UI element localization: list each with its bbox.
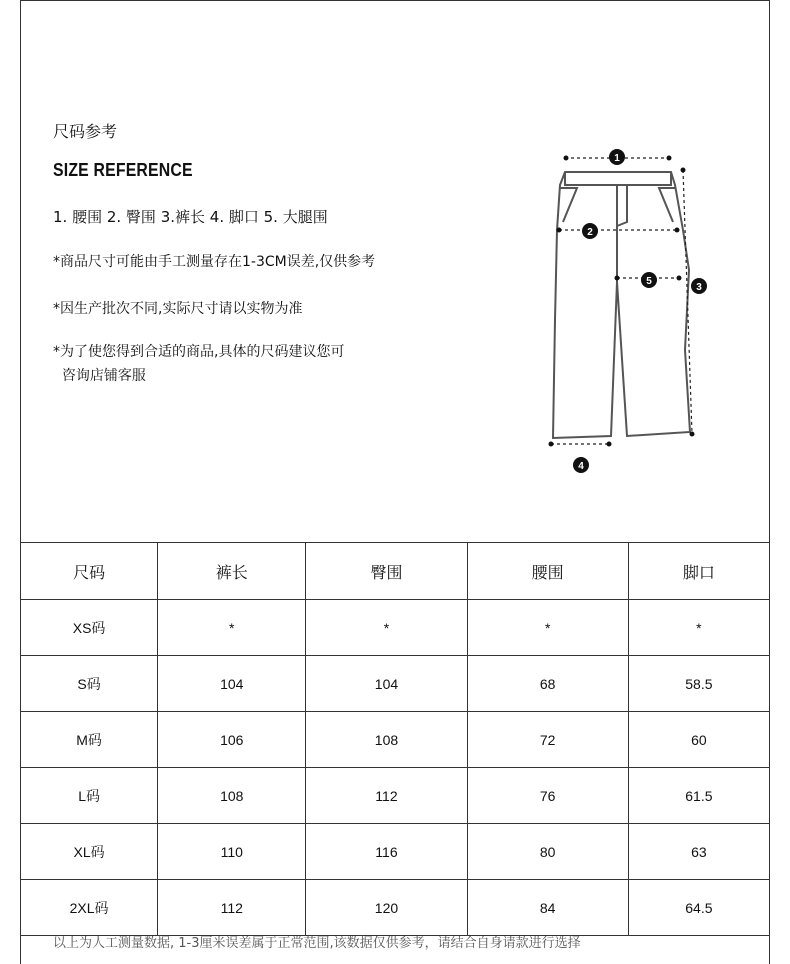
marker-2 (582, 223, 598, 239)
cell-hem: 58.5 (628, 656, 769, 712)
header-size: 尺码 (21, 543, 158, 600)
cell-length: 108 (158, 768, 306, 824)
cell-hem: 64.5 (628, 880, 769, 936)
marker-3 (691, 278, 707, 294)
note-contact-service (53, 340, 344, 388)
cell-hip: 112 (306, 768, 467, 824)
cell-size: S码 (21, 656, 158, 712)
pants-measurement-diagram (535, 140, 735, 480)
table-header-row (21, 543, 770, 600)
cell-length: 104 (158, 656, 306, 712)
cell-size: M码 (21, 712, 158, 768)
header-length: 裤长 (158, 543, 306, 600)
cell-waist: 84 (467, 880, 628, 936)
size-table (20, 542, 770, 936)
cell-hem: * (628, 600, 769, 656)
cell-length: 112 (158, 880, 306, 936)
right-pocket (659, 188, 675, 222)
table-row (21, 656, 770, 712)
svg-text:5: 5 (646, 276, 652, 287)
svg-text:2: 2 (587, 227, 593, 238)
cell-hem: 63 (628, 824, 769, 880)
size-reference-heading: 尺码参考 (53, 122, 118, 141)
marker-5 (641, 272, 657, 288)
cell-hem: 60 (628, 712, 769, 768)
cell-length: 106 (158, 712, 306, 768)
note-measurement-error: *商品尺寸可能由手工测量存在1-3CM误差,仅供参考 (53, 254, 376, 270)
cell-waist: * (467, 600, 628, 656)
cell-waist: 80 (467, 824, 628, 880)
cell-hip: 108 (306, 712, 467, 768)
cell-size: 2XL码 (21, 880, 158, 936)
cell-waist: 76 (467, 768, 628, 824)
table-row (21, 712, 770, 768)
cell-hip: * (306, 600, 467, 656)
footer-disclaimer: 以上为人工测量数据, 1-3厘米误差属于正常范围,该数据仅供参考，请结合自身请款进行选择 (53, 936, 581, 951)
cell-hip: 104 (306, 656, 467, 712)
table-row (21, 824, 770, 880)
cell-hip: 120 (306, 880, 467, 936)
svg-text:1: 1 (614, 153, 620, 164)
table-row (21, 600, 770, 656)
marker-4 (573, 457, 589, 473)
table-row (21, 768, 770, 824)
cell-waist: 68 (467, 656, 628, 712)
cell-size: L码 (21, 768, 158, 824)
header-waist: 腰围 (467, 543, 628, 600)
cell-waist: 72 (467, 712, 628, 768)
cell-length: 110 (158, 824, 306, 880)
measurement-legend: 1. 腰围 2. 臀围 3.裤长 4. 脚口 5. 大腿围 (53, 208, 328, 226)
cell-size: XL码 (21, 824, 158, 880)
fly-curve (617, 185, 627, 226)
header-hem: 脚口 (628, 543, 769, 600)
header-hip: 臀围 (306, 543, 467, 600)
cell-size: XS码 (21, 600, 158, 656)
left-pocket (560, 188, 577, 222)
svg-text:3: 3 (696, 282, 702, 293)
size-reference-subheading: SIZE REFERENCE (53, 160, 193, 180)
cell-length: * (158, 600, 306, 656)
table-row (21, 880, 770, 936)
svg-text:4: 4 (578, 461, 584, 472)
cell-hem: 61.5 (628, 768, 769, 824)
waistband (565, 172, 671, 185)
note-contact-line1: *为了使您得到合适的商品,具体的尺码建议您可 (53, 344, 345, 360)
marker-1 (609, 149, 625, 165)
cell-hip: 116 (306, 824, 467, 880)
note-contact-line2: 咨询店铺客服 (53, 368, 146, 384)
note-batch-difference: *因生产批次不同,实际尺寸请以实物为准 (53, 301, 303, 317)
